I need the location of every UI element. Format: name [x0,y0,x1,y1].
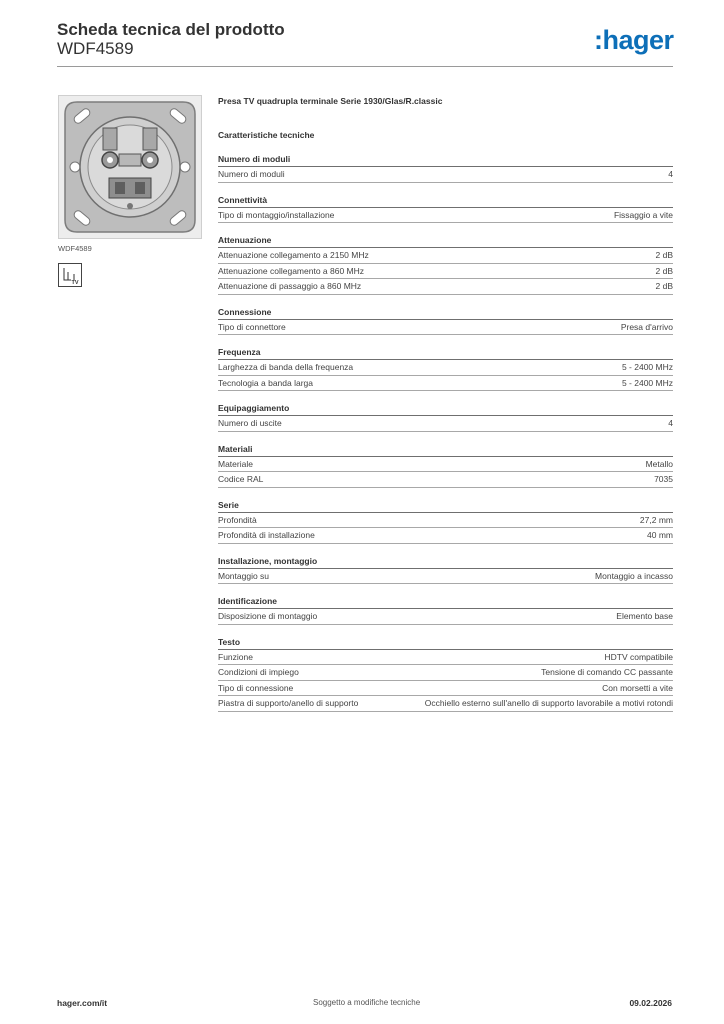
spec-groups [218,153,673,712]
header-divider [57,66,673,67]
technical-content [218,96,673,712]
spec-label: Numero di uscite [218,418,282,429]
spec-row [218,650,673,666]
spec-label: Attenuazione di passaggio a 860 MHz [218,281,362,292]
spec-group [218,443,673,488]
spec-label: Materiale [218,458,253,469]
product-description: Presa TV quadrupla terminale Serie 1930/Glas/R.classic [218,96,443,106]
spec-group [218,499,673,544]
spec-row [218,681,673,697]
spec-row [218,320,673,336]
spec-group-title: Serie [218,499,673,513]
spec-label: Montaggio su [218,570,270,581]
spec-label: Tecnologia a banda larga [218,377,313,388]
spec-value: 4 [668,169,673,180]
spec-value: 7035 [654,474,673,485]
spec-group [218,402,673,432]
spec-value: Presa d'arrivo [620,321,673,332]
spec-label: Codice RAL [218,474,264,485]
spec-value: Occhiello esterno sull'anello di supporto lavorabile a motivi rotondi [424,698,673,709]
spec-value: Elemento base [616,611,673,622]
spec-value: 2 dB [655,281,673,292]
spec-row [218,416,673,432]
spec-row [218,376,673,392]
spec-value: HDTV compatibile [604,651,673,662]
spec-row [218,472,673,488]
spec-value: Fissaggio a vite [613,209,673,220]
footer-website[interactable]: hager.com/it [57,998,108,1008]
spec-value: 2 dB [655,250,673,261]
spec-row [218,167,673,183]
symbol-text: TV [71,280,79,286]
spec-value: Tensione di comando CC passante [541,667,673,678]
photo-caption: WDF4589 [58,244,92,253]
spec-row [218,696,673,712]
spec-group-title: Attenuazione [218,234,673,248]
footer-date: 09.02.2026 [629,998,672,1008]
spec-label: Piastra di supporto/anello di supporto [218,698,359,709]
spec-group-title: Materiali [218,443,673,457]
spec-label: Attenuazione collegamento a 860 MHz [218,265,365,276]
spec-label: Tipo di montaggio/installazione [218,209,335,220]
spec-value: 4 [668,418,673,429]
product-code: WDF4589 [57,39,134,58]
spec-label: Attenuazione collegamento a 2150 MHz [218,250,369,261]
spec-label: Profondità di installazione [218,530,315,541]
spec-group [218,346,673,391]
spec-label: Larghezza di banda della frequenza [218,362,354,373]
spec-value: 2 dB [655,265,673,276]
spec-row [218,457,673,473]
spec-group-title: Frequenza [218,346,673,360]
spec-label: Funzione [218,651,253,662]
spec-value: Montaggio a incasso [595,570,673,581]
footer-notice: Soggetto a modifiche tecniche [313,998,421,1007]
spec-value: Metallo [645,458,673,469]
spec-row [218,264,673,280]
spec-group [218,194,673,224]
hager-logo: :hager [594,25,674,55]
product-photo [58,95,202,239]
spec-label: Tipo di connessione [218,682,294,693]
spec-group-title: Identificazione [218,595,673,609]
spec-value: 5 - 2400 MHz [621,377,673,388]
spec-row [218,569,673,585]
spec-label: Numero di moduli [218,169,285,180]
spec-group [218,636,673,712]
spec-group [218,153,673,183]
spec-label: Tipo di connettore [218,321,286,332]
spec-value: 5 - 2400 MHz [621,362,673,373]
spec-group-title: Numero di moduli [218,153,673,167]
spec-group [218,234,673,295]
spec-row [218,248,673,264]
spec-label: Disposizione di montaggio [218,611,318,622]
spec-label: Condizioni di impiego [218,667,299,678]
spec-value: 40 mm [647,530,673,541]
spec-group [218,595,673,625]
spec-value: 27,2 mm [639,514,673,525]
technical-heading: Caratteristiche tecniche [218,130,315,140]
tv-socket-product-photo [59,96,201,238]
spec-group [218,306,673,336]
spec-value: Con morsetti a vite [602,682,673,693]
spec-group-title: Connettività [218,194,673,208]
spec-row [218,609,673,625]
header-title: Scheda tecnica del prodotto [57,20,285,39]
spec-row [218,360,673,376]
spec-group-title: Installazione, montaggio [218,555,673,569]
spec-group-title: Connessione [218,306,673,320]
spec-group-title: Testo [218,636,673,650]
spec-row [218,513,673,529]
spec-group [218,555,673,585]
tv-socket-symbol-icon [58,263,82,287]
spec-row [218,665,673,681]
spec-row [218,279,673,295]
spec-label: Profondità [218,514,257,525]
spec-row [218,528,673,544]
spec-row [218,208,673,224]
spec-group-title: Equipaggiamento [218,402,673,416]
